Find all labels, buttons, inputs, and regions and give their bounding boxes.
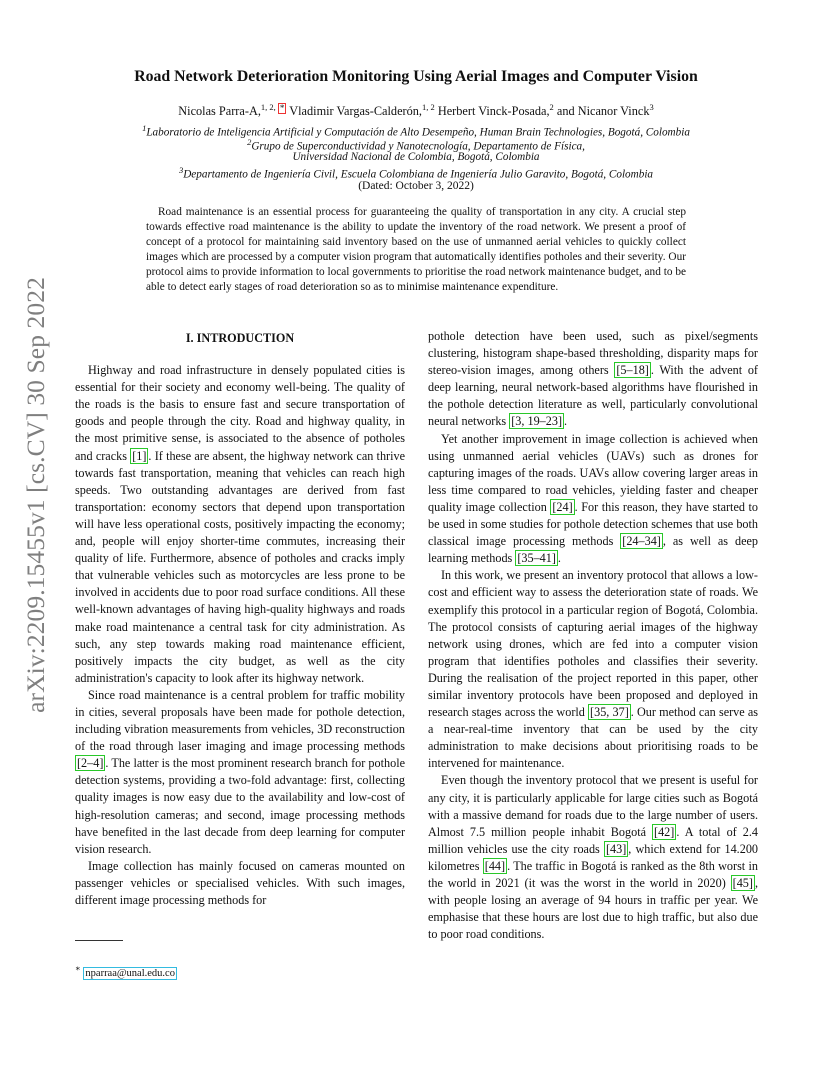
- citation-link[interactable]: [3, 19–23]: [511, 414, 563, 429]
- citation-link[interactable]: [24]: [552, 499, 573, 514]
- date-line: (Dated: October 3, 2022): [358, 180, 474, 192]
- citation-link[interactable]: [2–4]: [77, 756, 104, 771]
- citation-link[interactable]: [43]: [605, 841, 627, 856]
- paragraph-2: Since road maintenance is a central problem for traffic mobility in cities, several proposals have been made for pothole detection, including vibration measurements from vehicles, 3D reconstruction of the road through laser imaging and image processing methods [2–4] . The latter is the most prominent research branch for pothole detection systems, providing a two-fold advantage: first, collecting quality images is now easy due to the availability and low-cost of high-resolution cameras; and second, image processing methods have benefited in the last decade from deep learning for computer vision research.: [75, 687, 405, 856]
- author-2: Vladimir Vargas-Calderón,: [286, 104, 422, 119]
- affiliation-2-line-2: Universidad Nacional de Colombia, Bogotá, Colombia: [292, 151, 540, 163]
- citation-link[interactable]: [35–41]: [517, 551, 556, 566]
- footnote-rule: [75, 940, 123, 941]
- author-3-affil: 2: [549, 102, 554, 112]
- left-column: [75, 328, 405, 909]
- affiliation-3: $^3$Departamento de Ingeniería Civil, Escuela Colombiana de Ingeniería Julio Garavito, Bogotá, Colombia: [178, 165, 654, 181]
- author-4: and Nicanor Vinck: [553, 104, 650, 119]
- author-3: Herbert Vinck-Posada,: [434, 104, 550, 119]
- author-2-affil: 1, 2: [422, 102, 435, 112]
- author-1-affil: 1, 2,: [260, 102, 278, 112]
- right-column: [428, 328, 758, 943]
- author-list: [60, 102, 772, 119]
- footnote-link[interactable]: *: [279, 103, 285, 114]
- abstract: Road maintenance is an essential process for guaranteeing the quality of transportation in any city. A crucial step towards effective road maintenance is the ability to update the inventory of the road network. We present a proof of concept of a protocol for maintaining said inventory based on the use of unmanned aerial vehicles to quickly collect images which are processed by a computer vision program that automatically identifies potholes and their severity. Our protocol aims to provide information to local governments to prioritise the road network maintenance budget, and to be able to detect early stages of road deterioration so as to minimise maintenance expenditure.: [146, 206, 686, 293]
- paper-title: Road Network Deterioration Monitoring Using Aerial Images and Computer Vision: [134, 68, 698, 85]
- arxiv-side-stamp: [16, 277, 56, 713]
- citation-link[interactable]: [45]: [732, 876, 753, 890]
- affiliation-2: $^2$Grupo de Superconductividad y Nanotecnología, Departamento de Física,: [247, 137, 585, 153]
- citation-link[interactable]: [5–18]: [616, 363, 649, 378]
- author-1: Nicolas Parra-A,: [178, 104, 261, 119]
- citation-link[interactable]: [35, 37]: [590, 705, 629, 720]
- paragraph-6: Even though the inventory protocol that we present is useful for any city, it is particularly applicable for large cities such as Bogotá with a massive demand for roads due to the large number of users. Almost 7.5 million people inhabit Bogotá [42] . A total of 2.4 million vehicles use the city roads [43] , which extend for 14.200 kilometres [44] . The traffic in Bogotá is ranked as the 8th worst in the world in 2021 (it was the worst in the world in 2020) [45] , with people losing an average of 94 hours in traffic per year. We emphasise that these hours are lost due to high traffic, but also due to poor road conditions.: [428, 773, 759, 942]
- paragraph-3-continued: pothole detection have been used, such as pixel/segments clustering, histogram shape-based thresholding, disparity maps for stereo-vision images, among others [5–18] . With the advent of deep learning, neural network-based algorithms have flourished in the pothole detection literature as well, particularly convolutional neural networks [3, 19–23] .: [428, 329, 758, 429]
- paragraph-1: Highway and road infrastructure in densely populated cities is essential for their society and economy well-being. The quality of the roads is the basis to ensure fast and secure transportation of goods and people through the city. Road and highway quality, in the most primitive sense, is associated to the absence of potholes and cracks [1] . If these are absent, the highway network can thrive towards fast transportation, meaning that vehicles can reach high speeds. Two outstanding advantages are derived from fast transportation: economy sectors that depend upon transportation will have less operational costs, positively impacting the economy; and, people will enjoy shorter-time commutes, increasing their quality of life. Furthermore, absence of potholes and cracks imply that vulnerable vehicles such as motorcycles are less prone to be involved in accidents due to poor road surface conditions. All these well-known advantages of having high-quality highways and roads make road maintenance a central task for city administration. As such, any step towards making road maintenance efficient, positively impacts the city budget, as well as the city administration's capacity to look after its highway network.: [75, 363, 405, 685]
- footnote-marker: ∗: [75, 963, 81, 973]
- footnote: [75, 963, 177, 979]
- citation-link[interactable]: [24–34]: [622, 534, 661, 549]
- section-heading: I. INTRODUCTION: [185, 331, 295, 345]
- affiliation-1: $^1$Laboratorio de Inteligencia Artificial y Computación de Alto Desempeño, Human Brain Technologies, Bogotá, Colombia: [142, 123, 690, 139]
- paragraph-5: In this work, we present an inventory protocol that allows a low-cost and efficient way to assess the deterioration state of roads. We exemplify this protocol in a particular region of Bogotá, Colombia. The protocol consists of capturing aerial images of the highway network using drones, which are fed into a computer vision program that identifies potholes and classifies their severity. During the realisation of the project reported in this paper, other similar inventory protocols have been proposed and deployed in research stages across the world [35, 37] . Our method can serve as a near-real-time inventory that can be used by the city administration to make decisions about prioritising roads to be intervened for maintenance.: [428, 568, 758, 771]
- citation-link[interactable]: [44]: [484, 858, 506, 873]
- citation-link[interactable]: [1]: [132, 448, 147, 463]
- paragraph-4: Yet another improvement in image collection is achieved when using unmanned aerial vehicles (UAVs) such as drones for capturing images of the roads. UAVs allow covering larger areas in less time compared to road vehicles, yielding faster and cheaper quality image collection [24] . For this reason, they have started to be used in some studies for pothole detection schemes that use both classical image processing methods [24–34] , as well as deep learning methods [35–41] .: [428, 431, 759, 566]
- email-link[interactable]: nparraa@unal.edu.co: [85, 967, 175, 979]
- author-4-affil: 3: [649, 102, 654, 112]
- arxiv-identifier[interactable]: arXiv:2209.15455v1 [cs.CV] 30 Sep 2022: [21, 277, 50, 713]
- paragraph-3: Image collection has mainly focused on cameras mounted on passenger vehicles or specialised vehicles. With such images, different image processing methods for: [75, 858, 405, 907]
- citation-link[interactable]: [42]: [654, 824, 675, 839]
